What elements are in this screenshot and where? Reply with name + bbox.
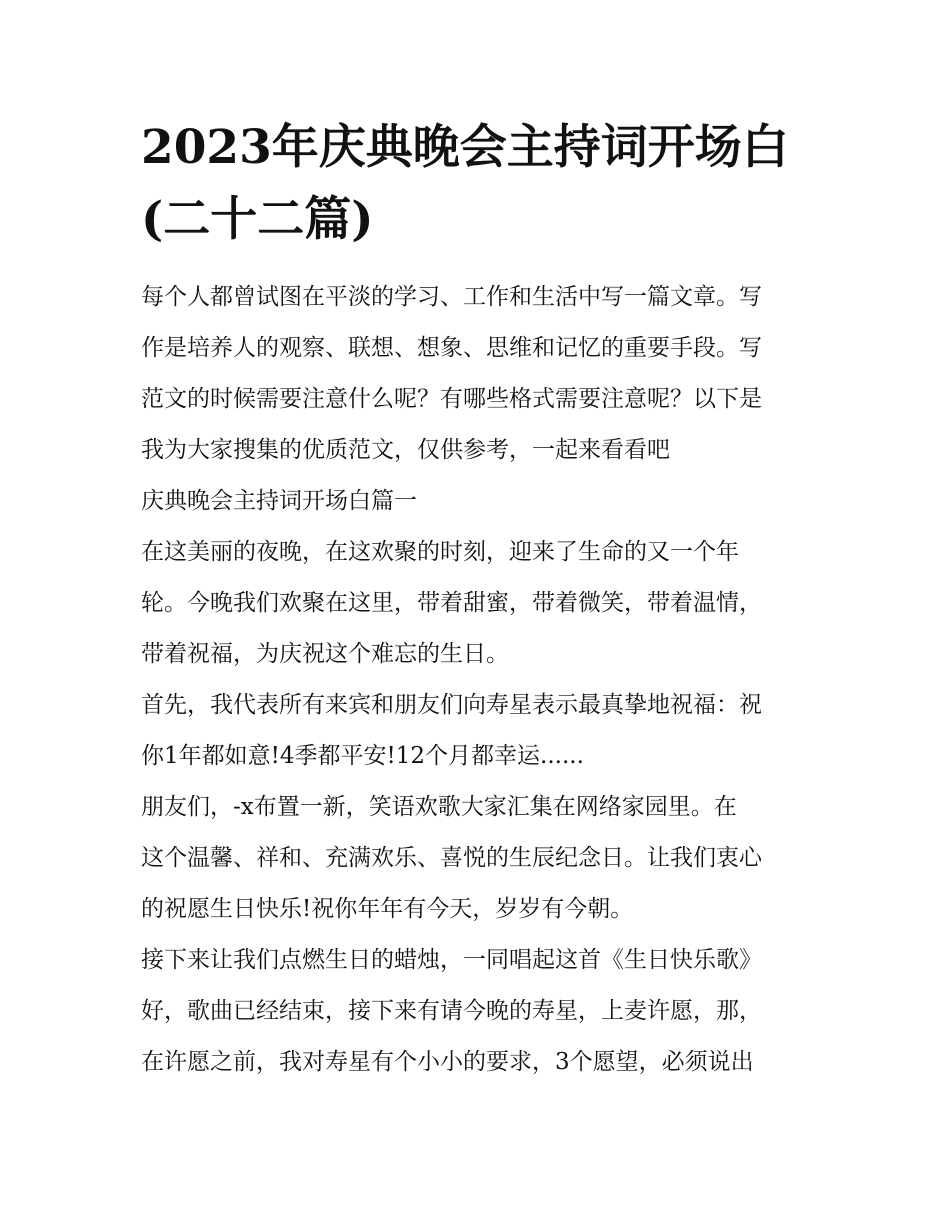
paragraph-4: [141, 935, 821, 1088]
text-line: 我为大家搜集的优质范文，仅供参考，一起来看看吧: [141, 437, 670, 463]
text-line: 庆典晚会主持词开场白篇一: [141, 488, 417, 514]
section-heading: [141, 476, 821, 527]
text-line: 这个温馨、祥和、充满欢乐、喜悦的生辰纪念日。让我们衷心: [141, 845, 762, 871]
text-line: 轮。今晚我们欢聚在这里，带着甜蜜，带着微笑，带着温情，: [141, 590, 762, 616]
document-content: [141, 112, 821, 1088]
text-line: 朋友们，-x布置一新，笑语欢歌大家汇集在网络家园里。在: [141, 794, 737, 820]
text-line: 的祝愿生日快乐!祝你年年有今天，岁岁有今朝。: [141, 896, 634, 922]
paragraph-intro: [141, 272, 821, 476]
text-line: 在许愿之前，我对寿星有个小小的要求，3个愿望，必须说出: [141, 1049, 754, 1075]
document-title: [141, 112, 821, 256]
title-line-1: 2023年庆典晚会主持词开场白: [141, 120, 789, 175]
text-line: 好，歌曲已经结束，接下来有请今晚的寿星，上麦许愿，那，: [141, 998, 762, 1024]
text-line: 范文的时候需要注意什么呢？有哪些格式需要注意呢？以下是: [141, 386, 762, 412]
document-body: [141, 272, 821, 1088]
text-line: 每个人都曾试图在平淡的学习、工作和生活中写一篇文章。写: [141, 284, 762, 310]
text-line: 在这美丽的夜晚，在这欢聚的时刻，迎来了生命的又一个年: [141, 539, 739, 565]
paragraph-2: [141, 680, 821, 782]
text-line: 你1年都如意!4季都平安!12个月都幸运......: [141, 743, 584, 769]
paragraph-1: [141, 527, 821, 680]
text-line: 作是培养人的观察、联想、想象、思维和记忆的重要手段。写: [141, 335, 762, 361]
title-line-2: (二十二篇): [141, 192, 374, 247]
text-line: 接下来让我们点燃生日的蜡烛，一同唱起这首《生日快乐歌》: [141, 947, 762, 973]
paragraph-3: [141, 782, 821, 935]
text-line: 首先，我代表所有来宾和朋友们向寿星表示最真挚地祝福：祝: [141, 692, 762, 718]
text-line: 带着祝福，为庆祝这个难忘的生日。: [141, 641, 509, 667]
